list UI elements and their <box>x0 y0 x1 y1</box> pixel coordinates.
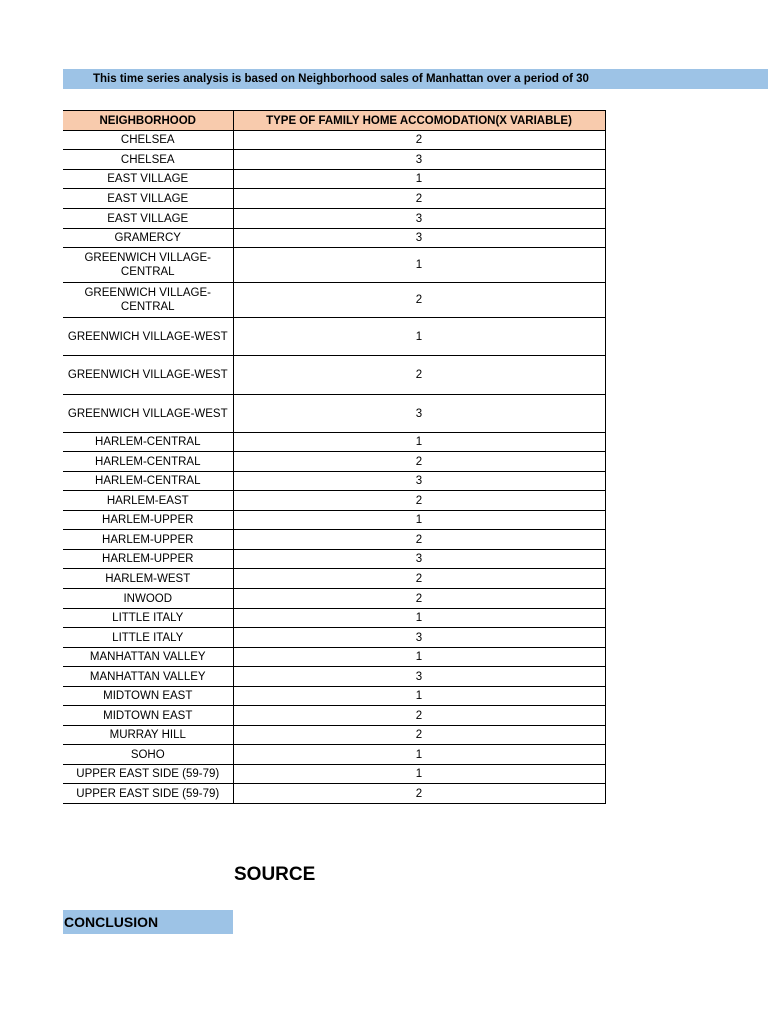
table-row <box>63 589 605 609</box>
neighborhood-cell[interactable]: EAST VILLAGE <box>63 189 233 209</box>
neighborhood-cell[interactable]: UPPER EAST SIDE (59-79) <box>63 784 233 804</box>
neighborhood-cell[interactable]: HARLEM-UPPER <box>63 530 233 550</box>
neighborhood-table <box>63 110 606 804</box>
neighborhood-cell[interactable]: HARLEM-CENTRAL <box>63 452 233 472</box>
family-home-type-cell[interactable]: 2 <box>233 726 605 745</box>
table-row <box>63 248 605 283</box>
neighborhood-cell[interactable]: CHELSEA <box>63 150 233 170</box>
family-home-type-cell[interactable]: 2 <box>233 452 605 472</box>
family-home-type-cell[interactable]: 3 <box>233 395 605 433</box>
neighborhood-cell[interactable]: GREENWICH VILLAGE-WEST <box>63 395 233 433</box>
family-home-type-cell[interactable]: 1 <box>233 248 605 283</box>
table-row <box>63 550 605 569</box>
family-home-type-cell[interactable]: 1 <box>233 609 605 628</box>
family-home-type-cell[interactable]: 1 <box>233 745 605 765</box>
family-home-type-cell[interactable]: 2 <box>233 491 605 511</box>
table-row <box>63 609 605 628</box>
table-row <box>63 131 605 150</box>
table-row <box>63 628 605 648</box>
table-row <box>63 229 605 248</box>
family-home-type-cell[interactable]: 1 <box>233 687 605 706</box>
family-home-type-cell[interactable]: 3 <box>233 667 605 687</box>
table-row <box>63 472 605 491</box>
family-home-type-cell[interactable]: 2 <box>233 706 605 726</box>
table-row <box>63 433 605 452</box>
banner-text: This time series analysis is based on Neighborhood sales of Manhattan over a period of 30 <box>93 73 589 85</box>
family-home-type-cell[interactable]: 1 <box>233 433 605 452</box>
table-row <box>63 150 605 170</box>
table-row <box>63 209 605 229</box>
table-row <box>63 491 605 511</box>
table-row <box>63 745 605 765</box>
family-home-type-cell[interactable]: 3 <box>233 229 605 248</box>
family-home-type-cell[interactable]: 2 <box>233 569 605 589</box>
table-row <box>63 511 605 530</box>
family-home-type-cell[interactable]: 2 <box>233 283 605 318</box>
neighborhood-cell[interactable]: GREENWICH VILLAGE- CENTRAL <box>63 283 233 318</box>
table-row <box>63 452 605 472</box>
header-neighborhood[interactable]: NEIGHBORHOOD <box>63 111 233 131</box>
table-row <box>63 356 605 395</box>
source-label: SOURCE <box>234 864 316 885</box>
neighborhood-cell[interactable]: INWOOD <box>63 589 233 609</box>
family-home-type-cell[interactable]: 1 <box>233 511 605 530</box>
family-home-type-cell[interactable]: 3 <box>233 472 605 491</box>
neighborhood-cell[interactable]: SOHO <box>63 745 233 765</box>
neighborhood-cell[interactable]: EAST VILLAGE <box>63 209 233 229</box>
family-home-type-cell[interactable]: 1 <box>233 648 605 667</box>
neighborhood-cell[interactable]: HARLEM-CENTRAL <box>63 472 233 491</box>
title-banner <box>63 69 768 89</box>
table-row <box>63 726 605 745</box>
table-row <box>63 648 605 667</box>
conclusion-banner <box>63 910 233 934</box>
neighborhood-cell[interactable]: GRAMERCY <box>63 229 233 248</box>
neighborhood-cell[interactable]: GREENWICH VILLAGE-WEST <box>63 356 233 395</box>
family-home-type-cell[interactable]: 3 <box>233 628 605 648</box>
family-home-type-cell[interactable]: 3 <box>233 209 605 229</box>
neighborhood-cell[interactable]: HARLEM-UPPER <box>63 550 233 569</box>
family-home-type-cell[interactable]: 2 <box>233 189 605 209</box>
table-row <box>63 569 605 589</box>
neighborhood-cell[interactable]: MIDTOWN EAST <box>63 687 233 706</box>
family-home-type-cell[interactable]: 2 <box>233 356 605 395</box>
family-home-type-cell[interactable]: 3 <box>233 550 605 569</box>
neighborhood-cell[interactable]: EAST VILLAGE <box>63 170 233 189</box>
neighborhood-cell[interactable]: HARLEM-UPPER <box>63 511 233 530</box>
neighborhood-cell[interactable]: LITTLE ITALY <box>63 609 233 628</box>
family-home-type-cell[interactable]: 1 <box>233 170 605 189</box>
table-row <box>63 765 605 784</box>
neighborhood-cell[interactable]: HARLEM-CENTRAL <box>63 433 233 452</box>
neighborhood-cell[interactable]: CHELSEA <box>63 131 233 150</box>
neighborhood-cell[interactable]: MANHATTAN VALLEY <box>63 667 233 687</box>
table-row <box>63 283 605 318</box>
table-row <box>63 687 605 706</box>
neighborhood-cell[interactable]: UPPER EAST SIDE (59-79) <box>63 765 233 784</box>
table-header-row <box>63 111 605 131</box>
header-family-home-type[interactable]: TYPE OF FAMILY HOME ACCOMODATION(X VARIABLE) <box>233 111 605 131</box>
table-row <box>63 318 605 356</box>
family-home-type-cell[interactable]: 2 <box>233 530 605 550</box>
neighborhood-cell[interactable]: HARLEM-WEST <box>63 569 233 589</box>
family-home-type-cell[interactable]: 1 <box>233 318 605 356</box>
table-body <box>63 131 605 804</box>
table-row <box>63 170 605 189</box>
table-row <box>63 706 605 726</box>
neighborhood-cell[interactable]: MANHATTAN VALLEY <box>63 648 233 667</box>
table-row <box>63 395 605 433</box>
family-home-type-cell[interactable]: 2 <box>233 131 605 150</box>
neighborhood-cell[interactable]: GREENWICH VILLAGE-WEST <box>63 318 233 356</box>
neighborhood-cell[interactable]: MURRAY HILL <box>63 726 233 745</box>
table-row <box>63 784 605 804</box>
table-row <box>63 667 605 687</box>
table-row <box>63 530 605 550</box>
family-home-type-cell[interactable]: 2 <box>233 784 605 804</box>
neighborhood-cell[interactable]: HARLEM-EAST <box>63 491 233 511</box>
neighborhood-cell[interactable]: GREENWICH VILLAGE- CENTRAL <box>63 248 233 283</box>
table-row <box>63 189 605 209</box>
neighborhood-cell[interactable]: MIDTOWN EAST <box>63 706 233 726</box>
conclusion-label: CONCLUSION <box>64 914 159 930</box>
family-home-type-cell[interactable]: 1 <box>233 765 605 784</box>
family-home-type-cell[interactable]: 3 <box>233 150 605 170</box>
neighborhood-cell[interactable]: LITTLE ITALY <box>63 628 233 648</box>
family-home-type-cell[interactable]: 2 <box>233 589 605 609</box>
